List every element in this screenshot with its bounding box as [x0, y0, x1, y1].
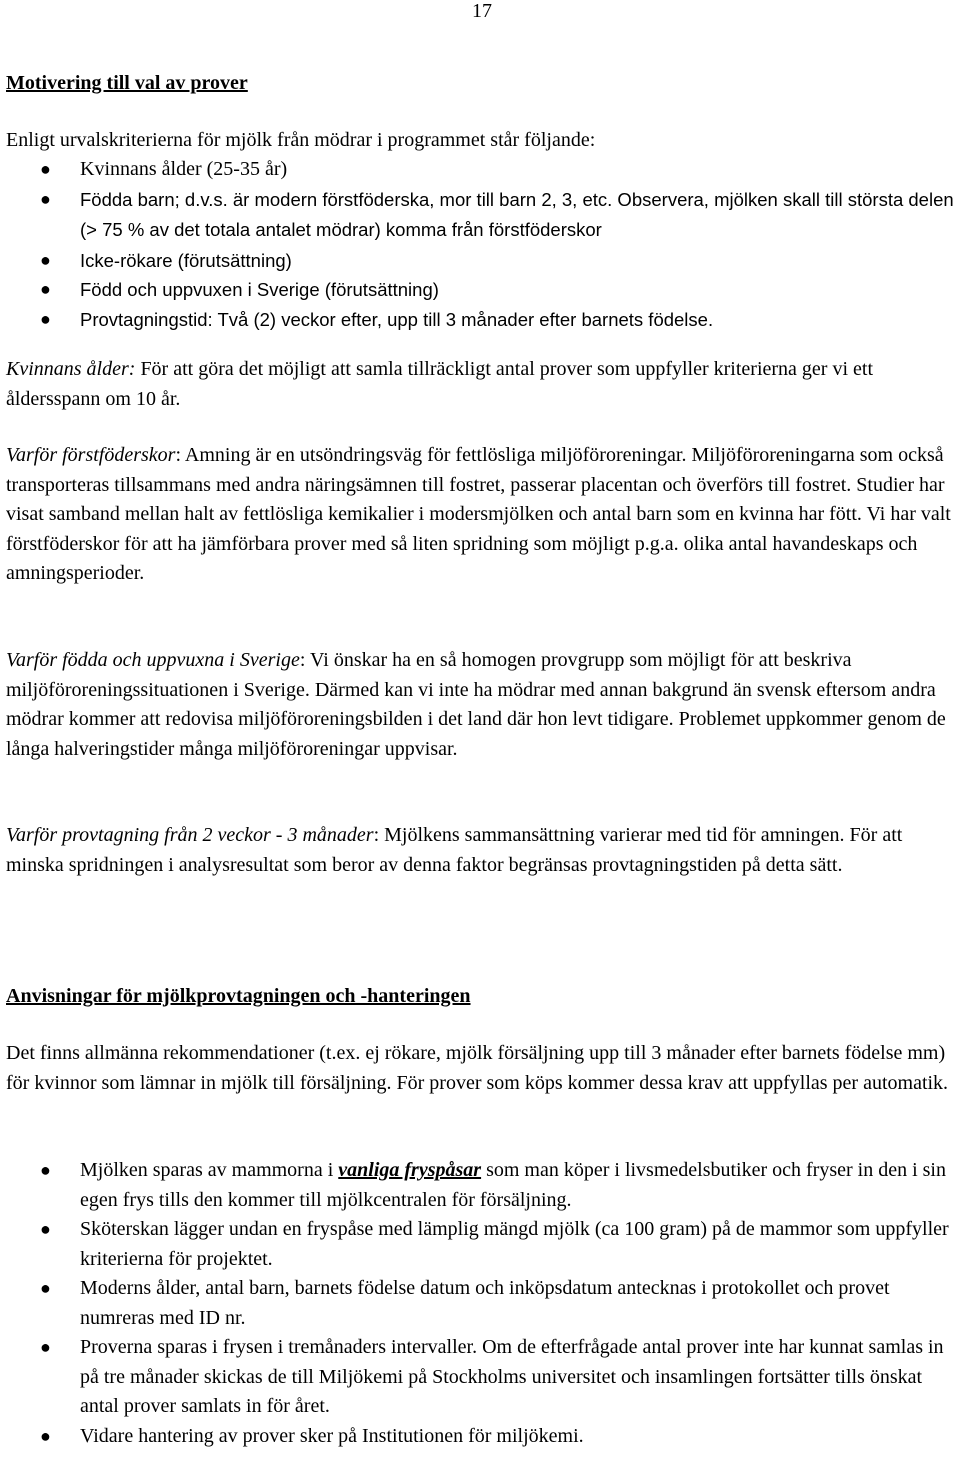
- paragraph-age: [6, 355, 956, 414]
- paragraph-time-text: : Mjölkens sammansättning varierar med tid för amningen. För att minska spridningen i analysresultat som beror av denna faktor begränsas provtagningstiden på detta sätt.: [6, 824, 903, 876]
- instruction-item-bags-post: som man köper i livsmedelsbutiker och fryser in den i sin egen frys tills den kommer till mjölkcentralen för försäljning.: [80, 1159, 946, 1211]
- bullet-icon: ●: [40, 1219, 51, 1239]
- criteria-item-nonsmoker: Icke-rökare (förutsättning): [80, 249, 292, 271]
- section-heading-instructions: Anvisningar för mjölkprovtagningen och -hanteringen: [6, 985, 471, 1007]
- paragraph-sweden-text: : Vi önskar ha en så homogen provgrupp som möjligt för att beskriva miljöföroreningssituationen i Sverige. Därmed kan vi inte ha mödrar med annan bakgrund än svensk eftersom andra mödrar kommer att redovisa miljöföroreningsbilden i det land där hon levt tidigare. Problemet uppkommer genom de långa halveringstider många miljöföroreningar uppvisar.: [6, 649, 946, 760]
- list-item: [0, 1156, 955, 1215]
- list-item: [0, 1333, 955, 1422]
- instruction-item-handling: Vidare hantering av prover sker på Institutionen för miljökemi.: [80, 1424, 584, 1447]
- paragraph-sweden: [6, 646, 956, 764]
- list-item: [0, 1422, 955, 1452]
- paragraph-age-text: För att göra det möjligt att samla tillräckligt antal prover som uppfyller kriterierna ger vi ett åldersspann om 10 år.: [6, 358, 873, 410]
- paragraph-age-label: Kvinnans ålder:: [6, 358, 136, 380]
- paragraph-first-label: Varför förstföderskor: [6, 444, 176, 466]
- list-item: [0, 275, 955, 305]
- page-number: 17: [472, 0, 492, 22]
- criteria-item-age: Kvinnans ålder (25-35 år): [80, 158, 288, 180]
- list-item: [0, 1215, 955, 1274]
- paragraph-sampling-period: [6, 821, 956, 880]
- list-item: [0, 155, 955, 185]
- section-heading-motivation: Motivering till val av prover: [6, 72, 248, 94]
- list-item: [0, 1274, 955, 1333]
- bullet-icon: ●: [40, 159, 51, 179]
- bullet-icon: ●: [40, 1425, 51, 1446]
- instruction-item-freezer: Proverna sparas i frysen i tremånaders intervaller. Om de efterfrågade antal prover inte har kunnat samlas in på tre månader skickas de till Miljökemi på Stockholms universitet och insamlingen fortsätter tills önskat antal prover samlats in för året.: [80, 1336, 944, 1417]
- bullet-icon: ●: [40, 279, 51, 299]
- criteria-item-born-sweden: Född och uppvuxen i Sverige (förutsättning): [80, 279, 439, 300]
- instructions-intro: Det finns allmänna rekommendationer (t.ex. ej rökare, mjölk försäljning upp till 3 månader efter barnets födelse mm) för kvinnor som lämnar in mjölk till försäljning. För prover som köps kommer dessa krav att uppfyllas per automatik.: [6, 1042, 949, 1094]
- paragraph-first-text: : Amning är en utsöndringsväg för fettlösliga miljöföroreningar. Miljöföroreningarna som också transporteras tillsammans med andra näringsämnen till fostret, passerar placentan och överförs till fostret. Studier har visat samband mellan halt av fettlösliga kemikalier i modersmjölken och antal barn som en kvinna har fött. Vi har valt förstföderskor för att ha jämförbara prover med så liten spridning som möjligt p.g.a. olika antal havandeskaps och amningsperioder.: [6, 444, 951, 584]
- list-item: [0, 185, 955, 246]
- paragraph-sweden-label: Varför födda och uppvuxna i Sverige: [6, 649, 300, 671]
- bullet-icon: ●: [40, 1337, 51, 1357]
- instruction-item-bags-emphasis: vanliga fryspåsar: [338, 1159, 482, 1181]
- instruction-item-protocol: Moderns ålder, antal barn, barnets födelse datum och inköpsdatum antecknas i protokollet och provet numreras med ID nr.: [80, 1277, 890, 1329]
- criteria-item-children: Födda barn; d.v.s. är modern förstföderska, mor till barn 2, 3, etc.: [80, 188, 613, 210]
- paragraph-time-label: Varför provtagning från 2 veckor - 3 månader: [6, 824, 374, 846]
- instruction-item-bags-pre: Mjölken sparas av mammorna i: [80, 1159, 339, 1181]
- criteria-list: [0, 155, 955, 334]
- list-item: [0, 305, 955, 335]
- instruction-item-nurse: Sköterskan lägger undan en fryspåse med lämplig mängd mjölk (ca 100 gram) på de mammor som uppfyller kriterierna för projektet.: [80, 1218, 949, 1270]
- criteria-item-children-note: Observera, mjölken skall till största delen (> 75 % av det totala antalet mödrar) komma från förstföderskor: [80, 188, 954, 240]
- list-item: [0, 246, 955, 276]
- paragraph-first-time-mothers: [6, 441, 956, 589]
- criteria-intro: Enligt urvalskriterierna för mjölk från mödrar i programmet står följande:: [6, 129, 596, 151]
- criteria-item-sampling-time: Provtagningstid: Två (2) veckor efter, upp till 3 månader efter barnets födelse.: [80, 308, 714, 330]
- bullet-icon: ●: [40, 188, 51, 209]
- bullet-icon: ●: [40, 1278, 51, 1298]
- bullet-icon: ●: [40, 249, 51, 270]
- instructions-list: [0, 1156, 955, 1451]
- bullet-icon: ●: [40, 308, 51, 329]
- bullet-icon: ●: [40, 1160, 51, 1180]
